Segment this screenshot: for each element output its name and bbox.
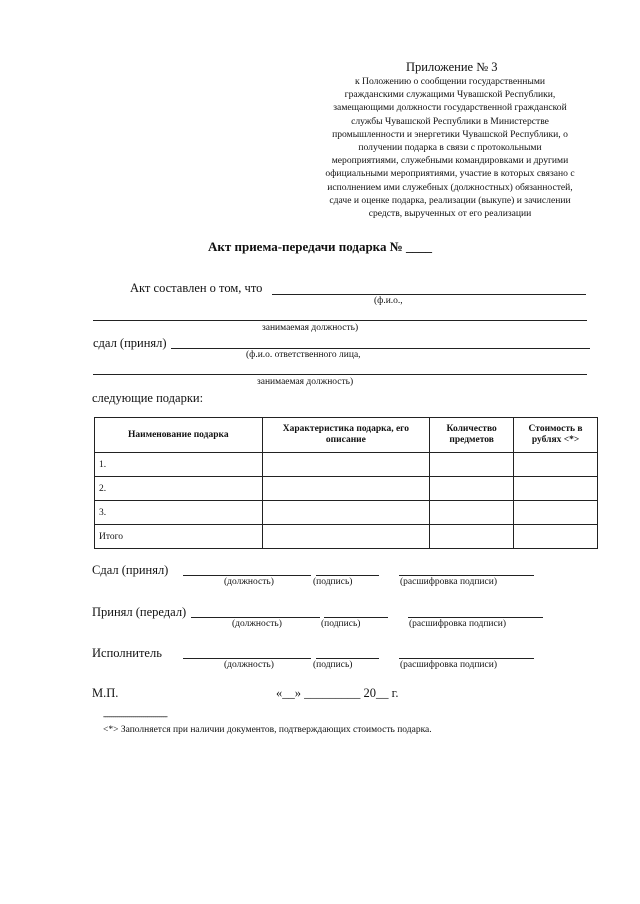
table-cell[interactable] [262,453,430,477]
annex-line: к Положению о сообщении государственными [354,76,546,87]
annex-line: сдаче и оценке подарка, реализации (выкупе) и зачислении [329,194,571,206]
table-cell[interactable] [514,477,598,501]
table-row [95,477,598,501]
row-label: 1. [95,453,263,477]
table-cell[interactable] [262,525,430,549]
decoding-line[interactable] [399,575,534,576]
annex-line: получении подарка в связи с протокольными [358,142,542,154]
table-cell[interactable] [514,501,598,525]
header-cost: Стоимость в рублях <*> [514,418,598,453]
signature-caption: (подпись) [313,660,353,670]
handed-by-label: Сдал (принял) [92,563,169,577]
row-label: 2. [95,477,263,501]
handed-label: сдал (принял) [93,336,167,350]
gifts-table [94,417,598,549]
annex-line: промышленности и энергетики Чувашской Республики, о [332,128,568,140]
position-sign-line[interactable] [183,575,311,576]
position-caption: (должность) [224,660,274,670]
annex-line: гражданскими служащими Чувашской Республики, [344,89,556,101]
annex-line: службы Чувашской Республики в Министерстве [351,115,549,127]
table-row [95,453,598,477]
position-caption: (должность) [224,577,274,587]
position-line[interactable] [93,320,587,321]
annex-text [300,75,600,220]
responsible-line[interactable] [171,348,590,349]
annex-line: официальными мероприятиями, участие в которых связано с [325,168,575,180]
position-hint-2: занимаемая должность) [257,377,354,387]
annex-line: средств, вырученных от его реализации [368,208,532,220]
table-cell[interactable] [514,453,598,477]
table-cell[interactable] [430,525,514,549]
executor-label: Исполнитель [92,646,162,660]
signature-caption: (подпись) [321,619,361,629]
position-sign-line[interactable] [183,658,311,659]
table-row [95,525,598,549]
position-sign-line[interactable] [191,617,320,618]
row-label: Итого [95,525,263,549]
position-hint: занимаемая должность) [262,323,359,333]
table-cell[interactable] [430,453,514,477]
table-cell[interactable] [514,525,598,549]
signature-line[interactable] [316,575,379,576]
position-line-2[interactable] [93,374,587,375]
fio-line[interactable] [272,294,586,295]
table-cell[interactable] [430,477,514,501]
signature-caption: (подпись) [313,577,353,587]
table-header-row [95,418,598,453]
table-cell[interactable] [262,501,430,525]
row-label: 3. [95,501,263,525]
date-field[interactable]: «__» _________ 20__ г. [276,686,399,700]
header-quantity: Количество предметов [430,418,514,453]
header-name: Наименование подарка [95,418,263,453]
decoding-line[interactable] [408,617,543,618]
decoding-caption: (расшифровка подписи) [400,660,497,670]
following-label: следующие подарки: [92,391,204,405]
table-cell[interactable] [430,501,514,525]
annex-line: исполнением ими служебных (должностных) обязанностей, [327,181,573,193]
header-description: Характеристика подарка, его описание [262,418,430,453]
footnote-separator: -------------------------------- [103,711,167,721]
table-row [95,501,598,525]
annex-line: замещающими должности государственной гражданской [333,102,567,114]
document-title: Акт приема-передачи подарка № ____ [207,239,433,254]
act-made-label: Акт составлен о том, что [130,281,263,295]
decoding-caption: (расшифровка подписи) [409,619,506,629]
signature-line[interactable] [324,617,388,618]
fio-hint: (ф.и.о., [374,296,403,306]
signature-line[interactable] [316,658,379,659]
decoding-caption: (расшифровка подписи) [400,577,497,587]
table-cell[interactable] [262,477,430,501]
received-by-label: Принял (передал) [92,605,187,619]
responsible-hint: (ф.и.о. ответственного лица, [246,350,361,360]
decoding-line[interactable] [399,658,534,659]
annex-title: Приложение № 3 [406,60,498,74]
stamp-label: М.П. [92,686,119,700]
position-caption: (должность) [232,619,282,629]
annex-line: мероприятиями, служебными командировками и другими [331,155,569,167]
footnote-text: <*> Заполняется при наличии документов, подтверждающих стоимость подарка. [103,725,432,735]
